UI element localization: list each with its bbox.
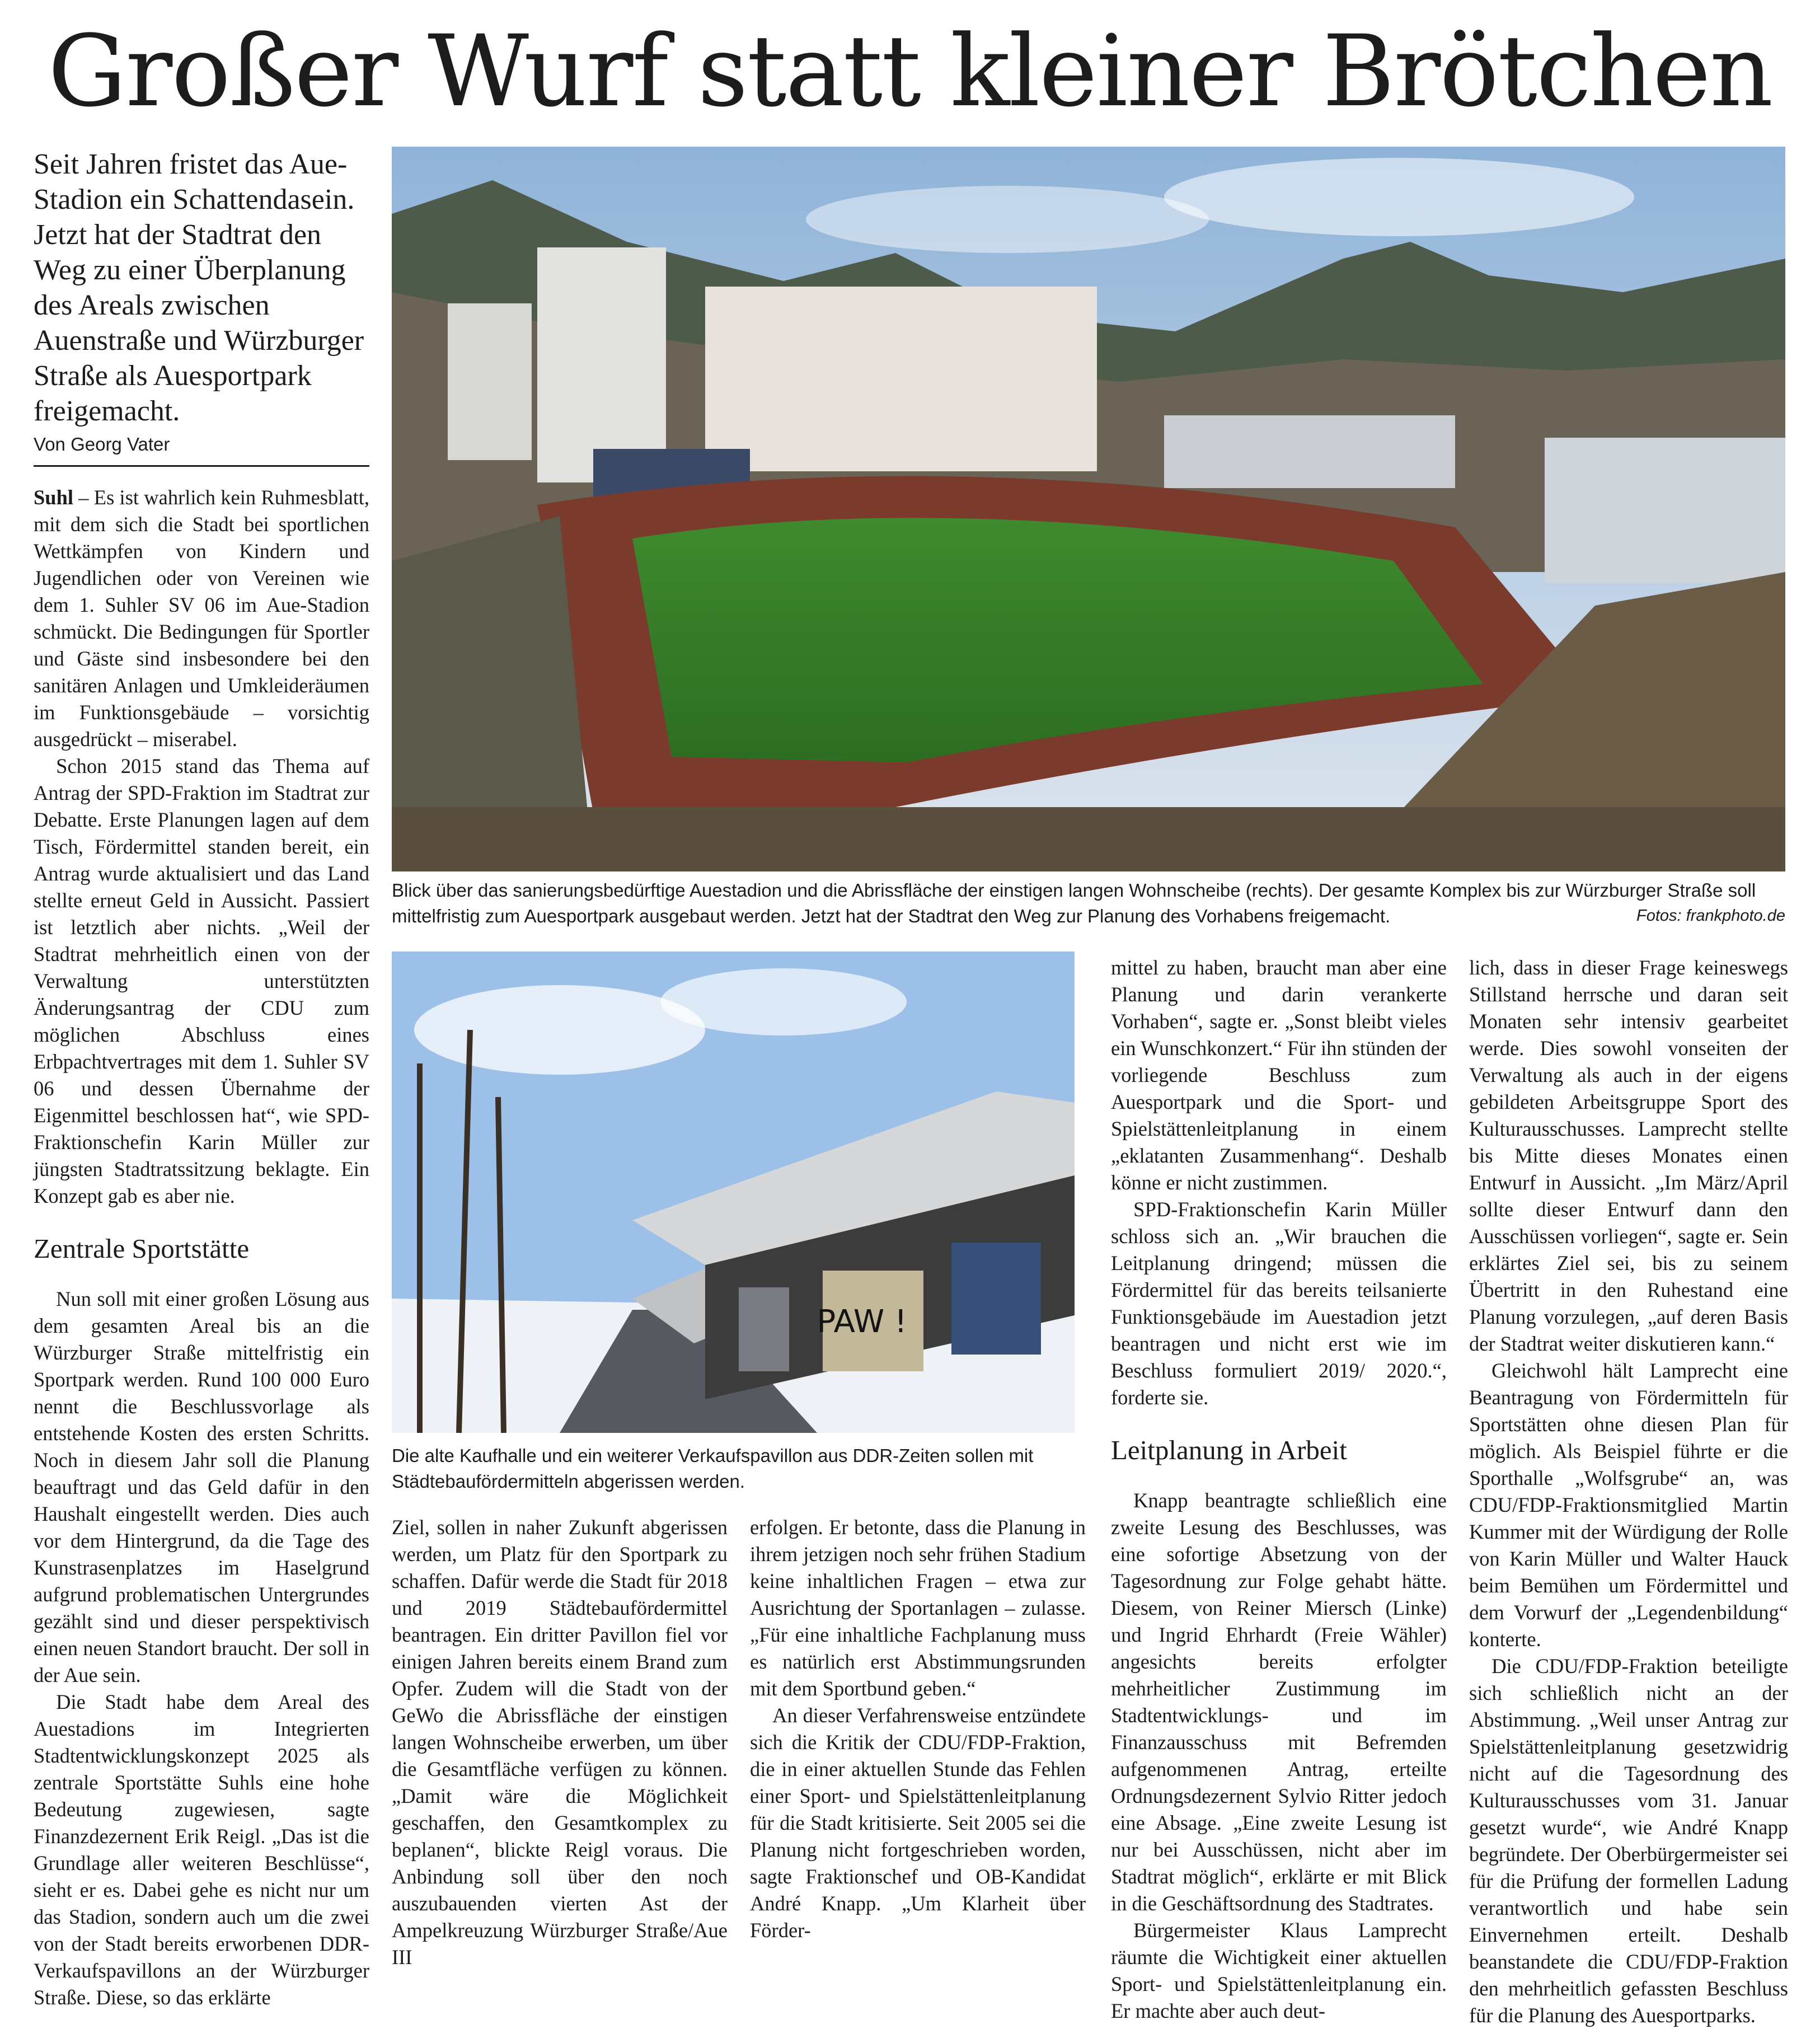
photo2-caption: Die alte Kaufhalle und ein weiterer Verkaufspavillon aus DDR-Zeiten sollen mit Städtebaufördermitteln abgerissen werden. xyxy=(392,1445,1034,1492)
byline: Von Georg Vater xyxy=(34,434,369,467)
paragraph: Knapp beantragte schließlich eine zweite Lesung des Beschlusses, was eine sofortige Absetzung von der Tagesordnung zur Folge gehabt hätte. Diesem, von Reiner Miersch (Linke) und Ingrid Ehrhardt (Freie Wähler) angesichts bereits erfolgter mehrheitlicher Zustimmung im Stadtentwicklungs- und im Finanzausschuss mit Befremden aufgenommenen Antrag, erteilte Ordnungsdezernent Sylvio Ritter jedoch eine Absage. „Eine zweite Lesung ist nur bei Ausschüssen, nicht aber im Stadtrat möglich“, erklärte er mit Blick in die Geschäftsordnung des Stadtrates. xyxy=(1111,1489,1447,1915)
paragraph: Die Stadt habe dem Areal des Auestadions im Integrierten Stadtentwicklungskonzept 2025 als zentrale Sportstätte Suhls eine hohe Bedeutung zugewiesen, sagte Finanzdezernent Erik Reigl. „Das ist die Grundlage aller weiteren Beschlüsse“, sieht er es. Dabei gehe es nicht nur um das Stadion, sondern auch um die zwei von der Stadt bereits erworbenen DDR-Verkaufspavillons an der Würzburger Straße. Diese, so das erklärte xyxy=(34,1690,369,2009)
paragraph: Gleichwohl hält Lamprecht eine Beantragung von Fördermitteln für Sportstätten ohne diesen Plan für möglich. Als Beispiel führte er die Sporthalle „Wolfsgrube“ an, was CDU/FDP-Fraktionsmitglied Martin Kummer mit der Würdigung der Rolle von Karin Müller und Walter Hauck beim Bemühen um Fördermittel und dem Vorwurf der „Legendenbildung“ konterte. xyxy=(1469,1359,1788,1651)
paragraph: mittel zu haben, braucht man aber eine Planung und darin verankerte Vorhaben“, sagte er. „Sonst bleibt vieles ein Wunschkonzert.“ Für ihn stünden der vorliegende Beschluss zum Auesportpark und die Sport- und Spielstättenleitplanung in einem „eklatanten Zusammenhang“. Deshalb könne er nicht zustimmen. xyxy=(1111,956,1447,1194)
paragraph: Die CDU/FDP-Fraktion beteiligte sich schließlich nicht an der Abstimmung. „Weil unser Antrag zur Spielstättenleitplanung gesetzwidrig nicht auf die Tagesordnung des Kulturausschusses vom 31. Januar gesetzt wurde“, wie André Knapp begründete. Der Oberbürgermeister sei für die Prüfung der formellen Ladung verantwortlich und habe sein Einvernehmen erteilt. Deshalb beanstandete die CDU/FDP-Fraktion den mehrheitlich gefassten Beschluss für die Planung des Auesportparks. xyxy=(1469,1655,1788,2027)
paragraph: Nun soll mit einer großen Lösung aus dem gesamten Areal bis an die Würzburger Straße mittelfristig ein Sportpark werden. Rund 100 000 Euro nennt die Beschlussvorlage als entstehende Kosten des ersten Schritts. Noch in diesem Jahr soll die Planung beauftragt und das Geld dafür in den Haushalt eingestellt werden. Dies auch vor dem Hintergrund, da die Tage des Kunstrasenplatzes im Haselgrund aufgrund problematischen Untergrundes gezählt sind und dieser perspektivisch einen neuen Standort braucht. Der soll in der Aue sein. xyxy=(34,1287,369,1686)
pavilion-photo xyxy=(392,952,1075,1433)
article-column-4 xyxy=(1111,954,1447,2022)
subheading-leitplanung-in-arbeit: Leitplanung in Arbeit xyxy=(1111,1435,1347,1465)
photo1-caption: Blick über das sanierungsbedürftige Auestadion und die Abrissfläche der einstigen langen Wohnscheibe (rechts). Der gesamte Komplex bis zur Würzburger Straße soll mittelfristig zum Auesportpark ausgebaut werden. Jetzt hat der Stadtrat den Weg zur Planung des Vorhabens freigemacht. xyxy=(392,880,1756,926)
headline: Großer Wurf statt kleiner Brötchen xyxy=(48,14,1772,129)
subheading-zentrale-sportstaette: Zentrale Sportstätte xyxy=(34,1233,250,1264)
paragraph-text: – Es ist wahrlich kein Ruhmesblatt, mit dem sich die Stadt bei sportlichen Wettkämpfen von Kindern und Jugendlichen oder von Vereinen wie dem 1. Suhler SV 06 im Aue-Stadion schmückt. Die Bedingungen für Sportler und Gäste sind insbesondere bei den sanitären Anlagen und Umkleideräumen im Funktionsgebäude – vorsichtig ausgedrückt – miserabel. xyxy=(34,486,369,751)
paragraph: lich, dass in dieser Frage keineswegs Stillstand herrsche und daran seit Monaten sehr intensiv gearbeitet werde. Dies sowohl vonseiten der Verwaltung als auch in der eigens gebildeten Arbeitsgruppe Sport des Kulturausschusses. Lamprecht stellte bis Mitte dieses Monates einen Entwurf in Aussicht. „Im März/April sollte dieser Entwurf dann den Ausschüssen vorliegen“, sagte er. Sein erklärtes Ziel sei, bis zu seinem Übertritt in den Ruhestand eine Planung vorzulegen, „auf deren Basis der Stadtrat weiter diskutieren kann.“ xyxy=(1469,956,1788,1355)
paragraph xyxy=(34,484,369,753)
article-column-3 xyxy=(750,1514,1086,1973)
graffiti-text: PAW ! xyxy=(817,1304,907,1340)
article-column-1 xyxy=(34,484,369,2009)
dateline: Suhl xyxy=(34,486,74,509)
paragraph: Ziel, sollen in naher Zukunft abgerissen werden, um Platz für den Sportpark zu schaffen. Dafür werde die Stadt für 2018 und 2019 Städtebaufördermittel beantragen. Ein dritter Pavillon fiel vor einigen Jahren bereits einem Brand zum Opfer. Zudem will die Stadt von der GeWo die Abrissfläche der einstigen langen Wohnscheibe erwerben, um über die Gesamtfläche verfügen zu können. „Damit wäre die Möglichkeit geschaffen, den Gesamtkomplex zu beplanen“, blickte Reigl voraus. Die Anbindung soll über den noch auszubauenden vierten Ast der Ampelkreuzung Würzburger Straße/Aue III xyxy=(392,1516,728,1969)
paragraph: An dieser Verfahrensweise entzündete sich die Kritik der CDU/FDP-Fraktion, die in einer aktuellen Stunde das Fehlen einer Sport- und Spielstättenleitplanung für die Stadt kritisierte. Seit 2005 sei die Planung nicht fortgeschrieben worden, sagte Fraktionschef und OB-Kandidat André Knapp. „Um Klarheit über Förder- xyxy=(750,1704,1086,1942)
article-column-5 xyxy=(1469,954,1788,2027)
paragraph: Schon 2015 stand das Thema auf Antrag der SPD-Fraktion im Stadtrat zur Debatte. Erste Planungen lagen auf dem Tisch, Fördermittel standen bereit, ein Antrag wurde aktualisiert und das Land stellte erneut Geld in Aussicht. Passiert ist letztlich aber nichts. „Weil der Stadtrat mehrheitlich einen von der Verwaltung unterstützten Änderungsantrag der CDU zum möglichen Abschluss eines Erbpachtvertrages mit dem 1. Suhler SV 06 und dessen Übernahme der Eigenmittel beschlossen hat“, wie SPD-Fraktionschefin Karin Müller zur jüngsten Stadtratssitzung beklagte. Ein Konzept gab es aber nie. xyxy=(34,755,369,1207)
intro-text: Seit Jahren fristet das Aue-Stadion ein Schattendasein. Jetzt hat der Stadtrat den Weg zu einer Überplanung des Areals zwischen Auenstraße und Würzburger Straße als Auesportpark freigemacht. xyxy=(34,148,364,427)
photo-credit: Fotos: frankphoto.de xyxy=(1636,907,1785,925)
paragraph: Bürgermeister Klaus Lamprecht räumte die Wichtigkeit einer aktuellen Sport- und Spielstättenleitplanung ein. Er machte aber auch deut- xyxy=(1111,1919,1447,2022)
paragraph: erfolgen. Er betonte, dass die Planung in ihrem jetzigen noch sehr frühen Stadium keine inhaltlichen Fragen – etwa zur Ausrichtung der Sportanlagen – zulasse. „Für eine inhaltliche Fachplanung muss es natürlich erst Abstimmungsrunden mit dem Sportbund geben.“ xyxy=(750,1516,1086,1700)
paragraph: SPD-Fraktionschefin Karin Müller schloss sich an. „Wir brauchen die Leitplanung dringend; müssen die Fördermittel für das bereits teilsanierte Funktionsgebäude im Auestadion jetzt beantragen und nicht erst wie im Beschluss formuliert 2019/ 2020.“, forderte sie. xyxy=(1111,1198,1447,1409)
article-column-2 xyxy=(392,1514,728,1973)
stadium-aerial-photo xyxy=(392,147,1785,871)
